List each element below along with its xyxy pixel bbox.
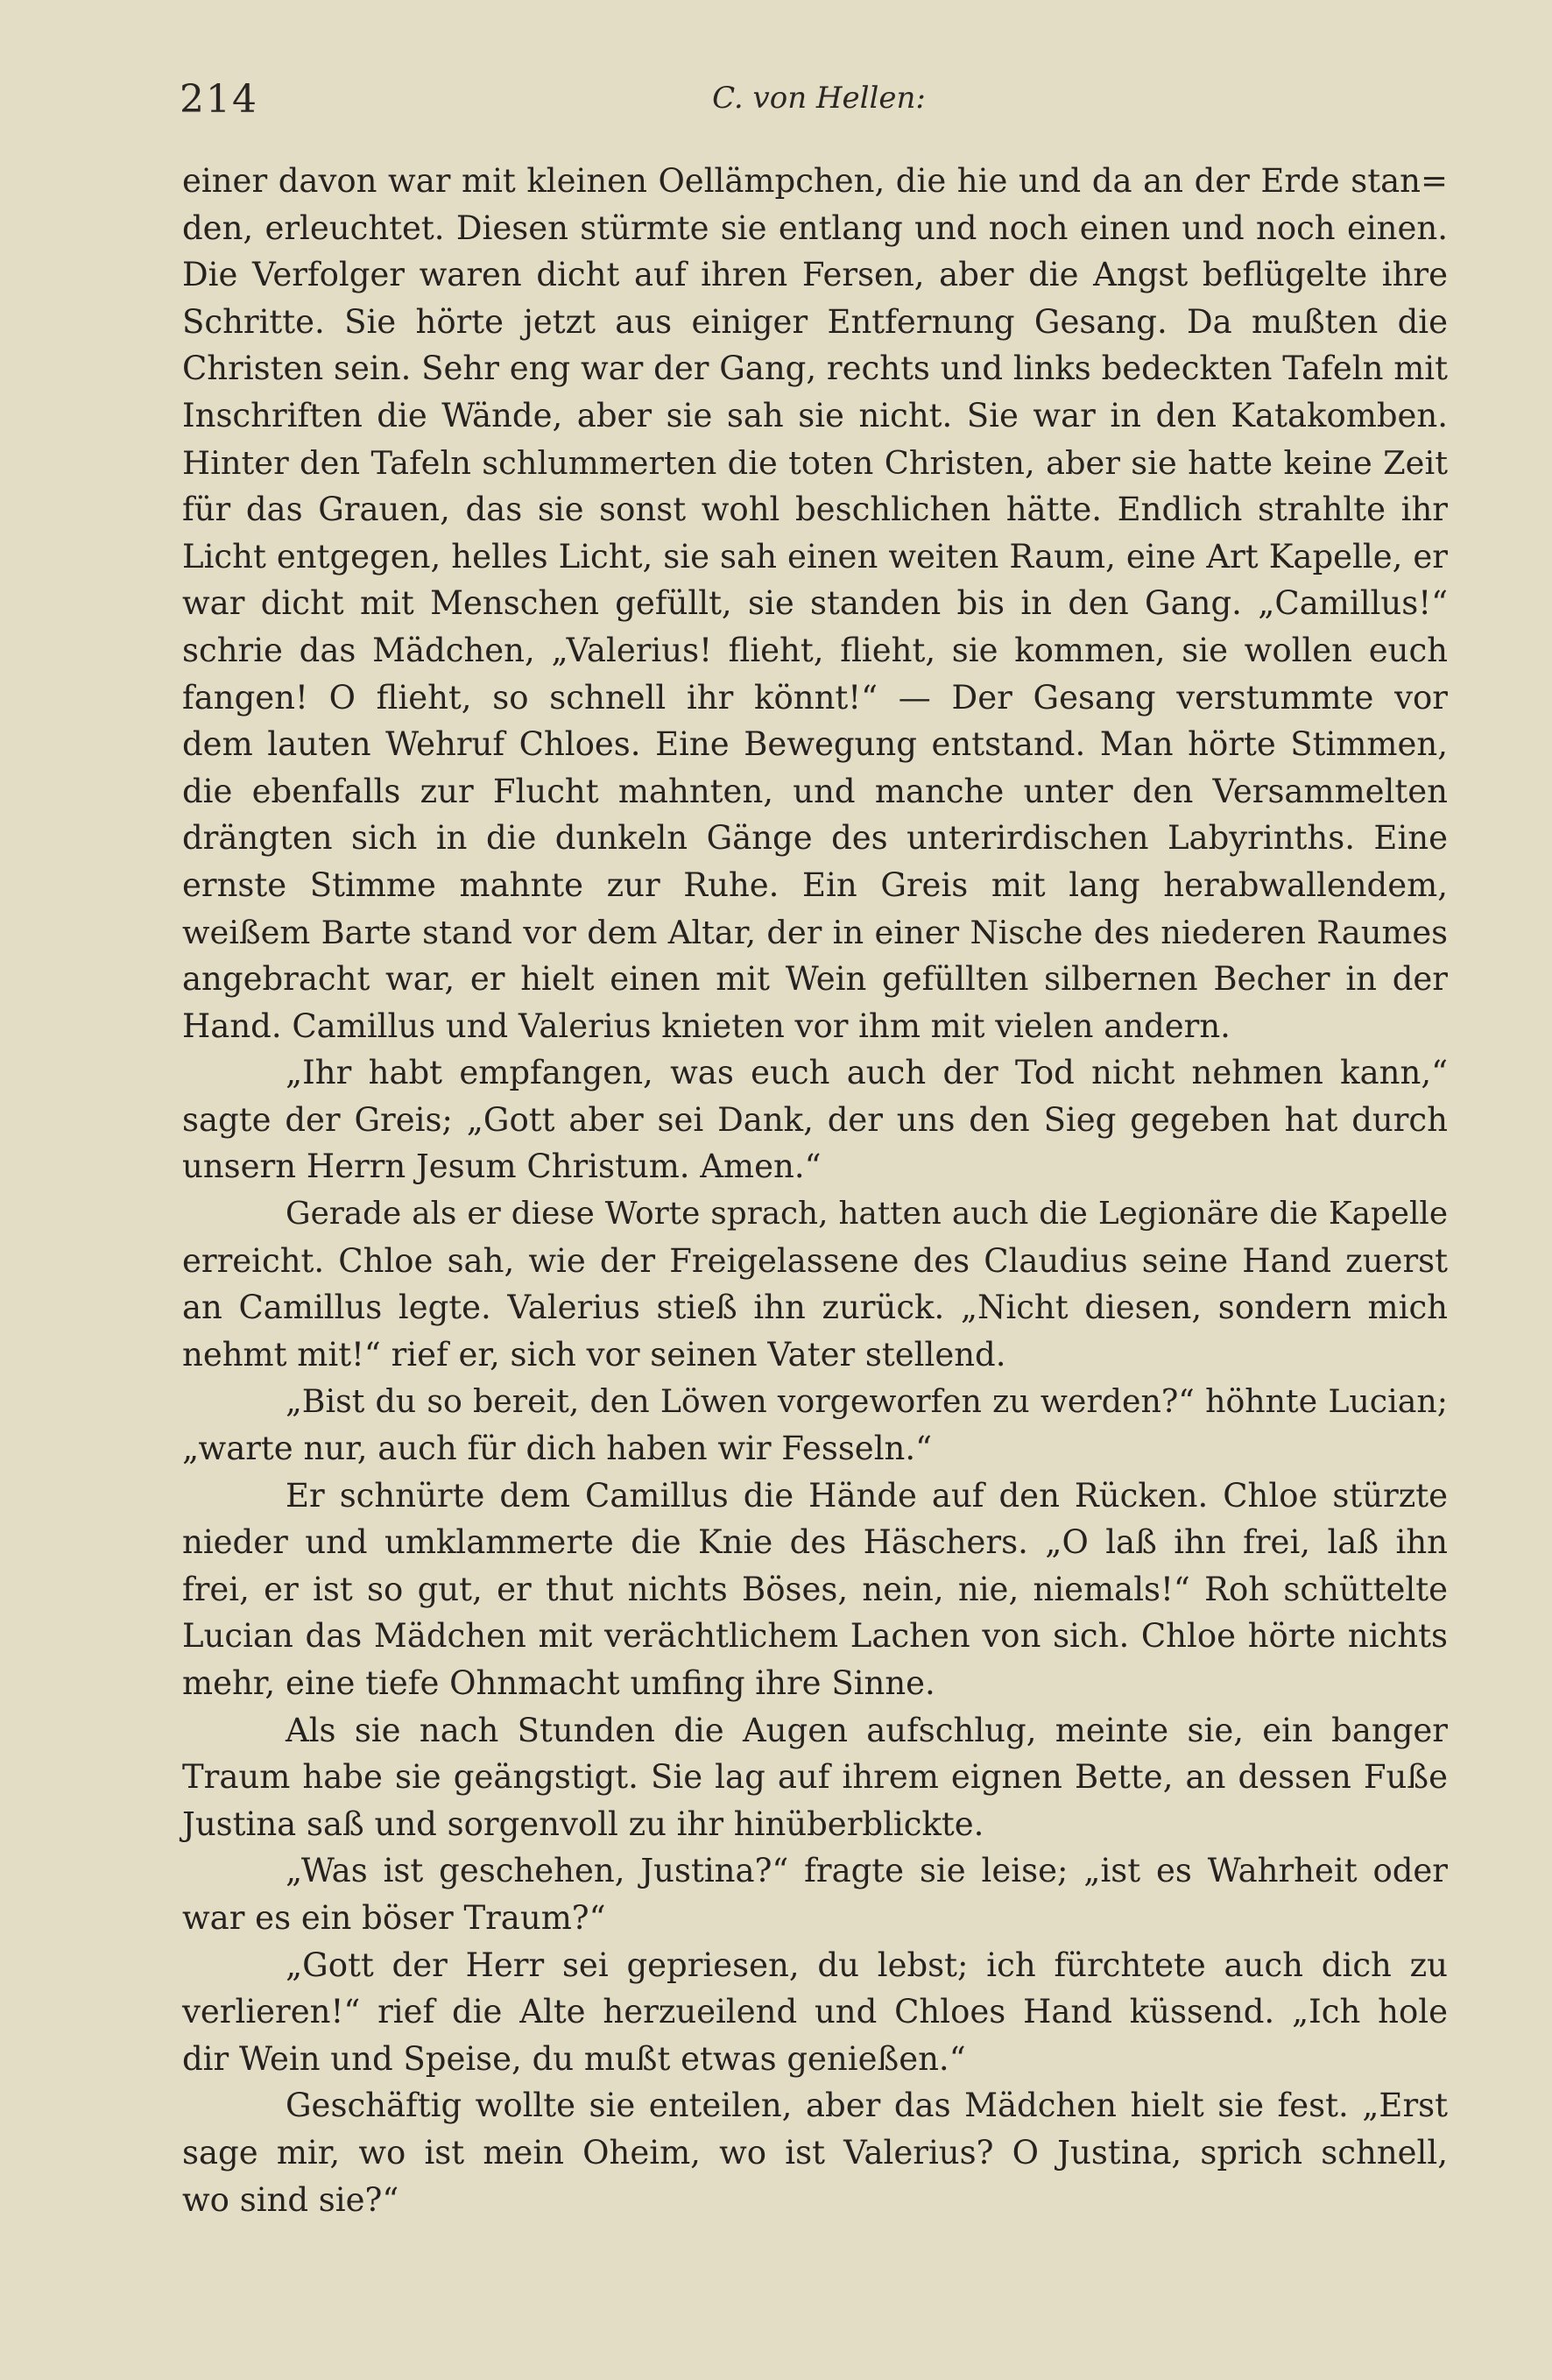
page-header <box>180 77 1458 130</box>
text-line: nehmt mit!“ rief er, sich vor seinen Vater stellend. <box>182 1335 1006 1374</box>
text-line: sage mir, wo ist mein Oheim, wo ist Valerius? O Justina, sprich schnell, <box>182 2133 1448 2172</box>
text-line: „warte nur, auch für dich haben wir Fesseln.“ <box>182 1430 933 1468</box>
text-line: Christen sein. Sehr eng war der Gang, rechts und links bedeckten Tafeln mit <box>182 350 1448 388</box>
body-text <box>182 158 1448 2223</box>
text-line: Justina saß und sorgenvoll zu ihr hinüberblickte. <box>182 1804 984 1843</box>
text-line: Die Verfolger waren dicht auf ihren Fersen, aber die Angst beflügelte ihre <box>182 256 1448 294</box>
text-line: Traum habe sie geängstigt. Sie lag auf ihrem eignen Bette, an dessen Fuße <box>182 1758 1448 1797</box>
text-line: dir Wein und Speise, du mußt etwas genießen.“ <box>182 2039 966 2078</box>
text-line: Schritte. Sie hörte jetzt aus einiger Entfernung Gesang. Da mußten die <box>182 302 1448 341</box>
text-line: an Camillus legte. Valerius stieß ihn zurück. „Nicht diesen, sondern mich <box>182 1289 1448 1327</box>
text-line: Hinter den Tafeln schlummerten die toten Christen, aber sie hatte keine Zeit <box>182 443 1448 482</box>
text-line: einer davon war mit kleinen Oellämpchen, die hie und da an der Erde stan= <box>182 162 1448 200</box>
text-line: nieder und umklammerte die Knie des Häschers. „O laß ihn frei, laß ihn <box>182 1523 1448 1562</box>
text-line: für das Grauen, das sie sonst wohl beschlichen hätte. Endlich strahlte ihr <box>182 491 1448 529</box>
text-line: war es ein böser Traum?“ <box>182 1898 606 1937</box>
text-line: war dicht mit Menschen gefüllt, sie standen bis in den Gang. „Camillus!“ <box>182 584 1448 623</box>
text-line: Gerade als er diese Worte sprach, hatten auch die Legionäre die Kapelle <box>286 1196 1448 1232</box>
text-line: fangen! O flieht, so schnell ihr könnt!“ — Der Gesang verstummte vor <box>182 678 1448 717</box>
text-line: Er schnürte dem Camillus die Hände auf den Rücken. Chloe stürzte <box>286 1476 1448 1515</box>
text-line: Geschäftig wollte sie enteilen, aber das Mädchen hielt sie fest. „Erst <box>286 2087 1448 2125</box>
text-line: „Ihr habt empfangen, was euch auch der Tod nicht nehmen kann,“ <box>286 1054 1448 1092</box>
text-line: wo sind sie?“ <box>182 2180 399 2219</box>
text-line: schrie das Mädchen, „Valerius! flieht, flieht, sie kommen, sie wollen euch <box>182 631 1448 669</box>
text-line: Lucian das Mädchen mit verächtlichem Lachen von sich. Chloe hörte nichts <box>182 1617 1448 1656</box>
text-line: dem lauten Wehruf Chloes. Eine Bewegung entstand. Man hörte Stimmen, <box>182 725 1448 764</box>
text-line: unsern Herrn Jesum Christum. Amen.“ <box>182 1148 822 1186</box>
text-line: sagte der Greis; „Gott aber sei Dank, der uns den Sieg gegeben hat durch <box>182 1100 1448 1139</box>
text-line: Licht entgegen, helles Licht, sie sah einen weiten Raum, eine Art Kapelle, er <box>182 537 1448 576</box>
text-line: ernste Stimme mahnte zur Ruhe. Ein Greis mit lang herabwallendem, <box>182 865 1448 904</box>
text-line: verlieren!“ rief die Alte herzueilend und Chloes Hand küssend. „Ich hole <box>182 1993 1448 2031</box>
text-line: „Was ist geschehen, Justina?“ fragte sie leise; „ist es Wahrheit oder <box>286 1852 1448 1890</box>
text-line: drängten sich in die dunkeln Gänge des unterirdischen Labyrinths. Eine <box>182 819 1448 858</box>
text-line: angebracht war, er hielt einen mit Wein gefüllten silbernen Becher in der <box>182 960 1448 999</box>
text-line: frei, er ist so gut, er thut nichts Böses, nein, nie, niemals!“ Roh schüttelte <box>182 1570 1448 1608</box>
text-line: Hand. Camillus und Valerius knieten vor ihm mit vielen andern. <box>182 1006 1231 1045</box>
text-line: Als sie nach Stunden die Augen aufschlug, meinte sie, ein banger <box>286 1711 1448 1749</box>
text-line: die ebenfalls zur Flucht mahnten, und manche unter den Versammelten <box>182 772 1448 810</box>
text-line: erreicht. Chloe sah, wie der Freigelassene des Claudius seine Hand zuerst <box>182 1241 1448 1280</box>
text-line: Inschriften die Wände, aber sie sah sie nicht. Sie war in den Katakomben. <box>182 396 1448 434</box>
running-head: C. von Hellen: <box>712 81 926 116</box>
text-line: mehr, eine tiefe Ohnmacht umfing ihre Sinne. <box>182 1664 935 1702</box>
text-line: den, erleuchtet. Diesen stürmte sie entlang und noch einen und noch einen. <box>182 208 1448 247</box>
text-line: „Gott der Herr sei gepriesen, du lebst; ich fürchtete auch dich zu <box>286 1946 1448 1984</box>
text-line: weißem Barte stand vor dem Altar, der in einer Nische des niederen Raumes <box>182 913 1448 951</box>
page-number: 214 <box>180 77 258 122</box>
text-line: „Bist du so bereit, den Löwen vorgeworfen zu werden?“ höhnte Lucian; <box>286 1382 1448 1421</box>
